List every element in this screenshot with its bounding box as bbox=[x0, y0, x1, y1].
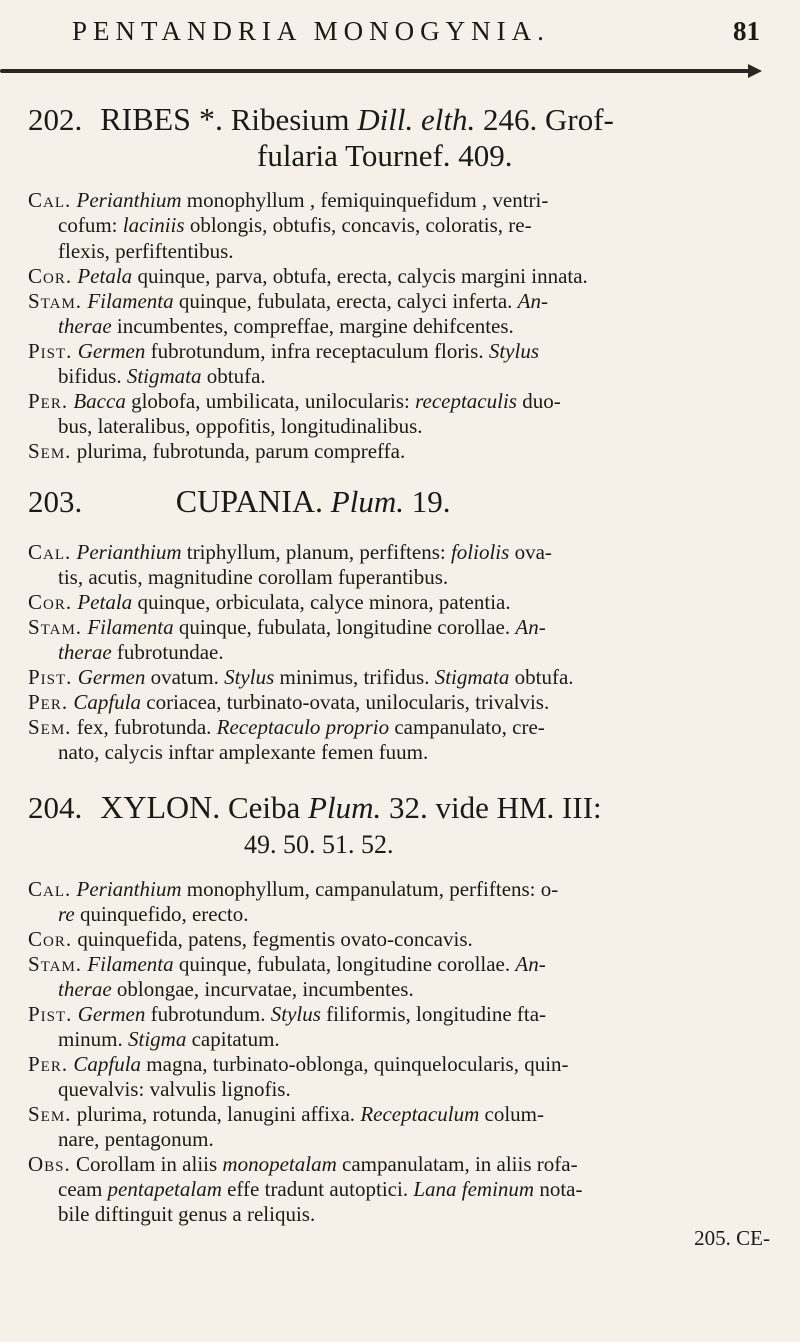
text-line bbox=[58, 1202, 768, 1227]
text-line bbox=[28, 1152, 768, 1177]
text-span: tis, acutis, magnitudine corollam fuperantibus. bbox=[58, 565, 449, 589]
text-line bbox=[28, 264, 768, 289]
text-span: therae bbox=[58, 977, 112, 1001]
text-span: quinque, fubulata, longitudine corollae. bbox=[173, 952, 516, 976]
text-line bbox=[58, 1127, 768, 1152]
text-span: Cor. bbox=[28, 264, 73, 288]
text-span: cofum: bbox=[58, 213, 123, 237]
text-span: Per. bbox=[28, 1052, 69, 1076]
genus-reference: Dill. elth. bbox=[357, 102, 476, 137]
text-span: Germen bbox=[77, 1002, 146, 1026]
text-span: quinque, parva, obtufa, erecta, calycis margini innata. bbox=[132, 264, 588, 288]
text-span: Cal. bbox=[28, 540, 72, 564]
text-span: Petala bbox=[77, 590, 133, 614]
text-span: Obs. bbox=[28, 1152, 71, 1176]
text-span: minum. bbox=[58, 1027, 129, 1051]
text-span: An- bbox=[517, 289, 548, 313]
text-span: therae bbox=[58, 314, 112, 338]
genus-reference-number: 246. bbox=[483, 102, 538, 137]
text-line bbox=[58, 213, 768, 238]
running-head bbox=[60, 14, 760, 54]
text-span: Bacca bbox=[73, 389, 126, 413]
genus-reference-number: 19. bbox=[411, 484, 451, 519]
text-line bbox=[28, 690, 768, 715]
text-span: Filamenta bbox=[87, 289, 174, 313]
header-rule bbox=[0, 69, 752, 73]
text-span: quinquefida, patens, fegmentis ovato-concavis. bbox=[72, 927, 473, 951]
text-span: Sem. bbox=[28, 439, 72, 463]
text-span: ovatum. bbox=[145, 665, 225, 689]
text-span: flexis, perfiftentibus. bbox=[58, 239, 234, 263]
text-span: Stylus bbox=[224, 665, 275, 689]
text-span: oblongae, incurvatae, incumbentes. bbox=[111, 977, 414, 1001]
genus-reference-figures: 49. 50. 51. 52. bbox=[244, 830, 394, 859]
text-span: plurima, rotunda, lanugini affixa. bbox=[71, 1102, 361, 1126]
catchword: 205. CE- bbox=[694, 1226, 770, 1250]
text-span: quinque, orbiculata, calyce minora, patentia. bbox=[132, 590, 511, 614]
genus-synonym: Ceiba bbox=[227, 790, 301, 825]
text-span: Pist. bbox=[28, 665, 73, 689]
genus-synonym: Ribesium bbox=[230, 102, 350, 137]
text-span: An- bbox=[515, 615, 546, 639]
text-span: Perianthium bbox=[76, 540, 182, 564]
text-line bbox=[58, 640, 768, 665]
text-line bbox=[58, 364, 768, 389]
text-span: Stigmata bbox=[434, 665, 510, 689]
text-span: Stylus bbox=[488, 339, 539, 363]
text-line bbox=[58, 239, 768, 264]
text-span: Stylus bbox=[270, 1002, 321, 1026]
text-line bbox=[28, 389, 768, 414]
text-line bbox=[28, 289, 768, 314]
text-line bbox=[28, 1052, 768, 1077]
text-span: monophyllum , femiquinquefidum , ventri- bbox=[181, 188, 549, 212]
genus-number: 202. bbox=[28, 102, 83, 137]
text-line bbox=[28, 188, 768, 213]
text-span: Germen bbox=[77, 665, 146, 689]
text-span: triphyllum, planum, perfiftens: bbox=[181, 540, 451, 564]
text-span: Sem. bbox=[28, 715, 72, 739]
genus-number: 203. bbox=[28, 484, 83, 519]
text-span: fubrotundae. bbox=[111, 640, 224, 664]
text-line bbox=[28, 1002, 768, 1027]
text-span: minimus, trifidus. bbox=[274, 665, 435, 689]
text-span: quinque, fubulata, erecta, calyci inferta. bbox=[173, 289, 518, 313]
text-line bbox=[28, 1102, 768, 1127]
text-span: laciniis bbox=[122, 213, 185, 237]
text-span: Corollam in aliis bbox=[70, 1152, 223, 1176]
text-span: Petala bbox=[77, 264, 133, 288]
text-line bbox=[28, 665, 768, 690]
text-line bbox=[58, 314, 768, 339]
genus-name: RIBES *. bbox=[100, 101, 223, 137]
text-span: bus, lateralibus, oppofitis, longitudinalibus. bbox=[58, 414, 423, 438]
genus-synonym-2: Grof- bbox=[545, 102, 614, 137]
text-span: Stigma bbox=[128, 1027, 187, 1051]
text-span: coriacea, turbinato-ovata, unilocularis, trivalvis. bbox=[141, 690, 550, 714]
genus-synonym-2-cont: fularia bbox=[257, 138, 338, 173]
genus-heading-203 bbox=[28, 482, 450, 521]
text-span: receptaculis bbox=[415, 389, 517, 413]
genus-name: XYLON. bbox=[100, 789, 221, 825]
genus-heading-204-cont bbox=[244, 826, 394, 864]
text-line bbox=[58, 1027, 768, 1052]
text-span: filiformis, longitudine fta- bbox=[320, 1002, 547, 1026]
text-line bbox=[28, 715, 768, 740]
text-line bbox=[28, 615, 768, 640]
text-span: fubrotundum, infra receptaculum floris. bbox=[145, 339, 489, 363]
genus-heading-204 bbox=[28, 788, 602, 827]
text-span: bile diftinguit genus a reliquis. bbox=[58, 1202, 316, 1226]
text-line bbox=[58, 1077, 768, 1102]
text-line bbox=[28, 339, 768, 364]
text-span: nare, pentagonum. bbox=[58, 1127, 214, 1151]
text-line bbox=[58, 1177, 768, 1202]
text-span: Perianthium bbox=[76, 188, 182, 212]
text-span: Capfula bbox=[73, 690, 142, 714]
text-span: Sem. bbox=[28, 1102, 72, 1126]
text-span: Cal. bbox=[28, 188, 72, 212]
text-span: Filamenta bbox=[87, 615, 174, 639]
text-span: magna, turbinato-oblonga, quinquelocularis, quin- bbox=[141, 1052, 569, 1076]
text-span: globofa, umbilicata, unilocularis: bbox=[125, 389, 416, 413]
text-span: pentapetalam bbox=[107, 1177, 222, 1201]
text-span: Perianthium bbox=[76, 877, 182, 901]
genus-reference-number: 32. vide HM. III: bbox=[388, 790, 602, 825]
text-span: campanulatam, in aliis rofa- bbox=[336, 1152, 578, 1176]
text-span: monopetalam bbox=[222, 1152, 337, 1176]
text-span: quevalvis: valvulis lignofis. bbox=[58, 1077, 291, 1101]
text-span: Filamenta bbox=[87, 952, 174, 976]
text-span: oblongis, obtufis, concavis, coloratis, re- bbox=[184, 213, 532, 237]
text-span: nota- bbox=[534, 1177, 583, 1201]
text-line bbox=[58, 977, 768, 1002]
text-span: foliolis bbox=[450, 540, 510, 564]
text-span: Receptaculo proprio bbox=[216, 715, 390, 739]
text-line bbox=[28, 590, 768, 615]
text-span: colum- bbox=[479, 1102, 544, 1126]
text-span: incumbentes, compreffae, margine dehifcentes. bbox=[111, 314, 514, 338]
text-line bbox=[58, 740, 768, 765]
text-span: Stam. bbox=[28, 289, 83, 313]
header-rule-arrow bbox=[748, 64, 762, 78]
text-span: capitatum. bbox=[186, 1027, 280, 1051]
text-line bbox=[28, 540, 768, 565]
page-number: 81 bbox=[733, 16, 760, 46]
text-span: Cor. bbox=[28, 927, 73, 951]
text-span: fubrotundum. bbox=[145, 1002, 271, 1026]
text-line bbox=[28, 877, 768, 902]
text-span: ova- bbox=[509, 540, 552, 564]
genus-name: CUPANIA. bbox=[175, 483, 324, 519]
genus-reference: Plum. bbox=[330, 484, 404, 519]
text-span: monophyllum, campanulatum, perfiftens: o- bbox=[181, 877, 559, 901]
running-title: PENTANDRIA MONOGYNIA. bbox=[72, 16, 550, 46]
text-span: obtufa. bbox=[201, 364, 266, 388]
text-line bbox=[58, 902, 768, 927]
text-span: Pist. bbox=[28, 1002, 73, 1026]
text-span: plurima, fubrotunda, parum compreffa. bbox=[71, 439, 406, 463]
text-line bbox=[58, 565, 768, 590]
genus-number: 204. bbox=[28, 790, 83, 825]
text-span: fex, fubrotunda. bbox=[71, 715, 217, 739]
text-span: Stam. bbox=[28, 952, 83, 976]
text-span: effe tradunt autoptici. bbox=[221, 1177, 414, 1201]
text-span: Germen bbox=[77, 339, 146, 363]
text-span: Lana feminum bbox=[413, 1177, 535, 1201]
text-span: Stam. bbox=[28, 615, 83, 639]
text-line bbox=[28, 952, 768, 977]
text-span: bifidus. bbox=[58, 364, 127, 388]
text-span: campanulato, cre- bbox=[389, 715, 545, 739]
text-span: ceam bbox=[58, 1177, 108, 1201]
genus-reference: Plum. bbox=[308, 790, 382, 825]
text-span: Capfula bbox=[73, 1052, 142, 1076]
genus-reference-2: Tournef. bbox=[345, 138, 451, 173]
text-span: obtufa. bbox=[509, 665, 574, 689]
text-span: Per. bbox=[28, 690, 69, 714]
text-line bbox=[58, 414, 768, 439]
text-span: therae bbox=[58, 640, 112, 664]
text-span: An- bbox=[515, 952, 546, 976]
text-span: Pist. bbox=[28, 339, 73, 363]
text-span: Cor. bbox=[28, 590, 73, 614]
text-span: re bbox=[58, 902, 75, 926]
genus-heading-202-cont bbox=[257, 137, 513, 175]
text-span: duo- bbox=[516, 389, 561, 413]
text-span: Receptaculum bbox=[360, 1102, 480, 1126]
text-span: quinquefido, erecto. bbox=[74, 902, 249, 926]
text-span: Cal. bbox=[28, 877, 72, 901]
text-span: Per. bbox=[28, 389, 69, 413]
text-span: quinque, fubulata, longitudine corollae. bbox=[173, 615, 516, 639]
text-span: nato, calycis inftar amplexante femen fuum. bbox=[58, 740, 429, 764]
text-span: Stigmata bbox=[126, 364, 202, 388]
text-line bbox=[28, 439, 768, 464]
text-line bbox=[28, 927, 768, 952]
genus-heading-202 bbox=[28, 100, 614, 139]
genus-reference-2-number: 409. bbox=[458, 138, 513, 173]
